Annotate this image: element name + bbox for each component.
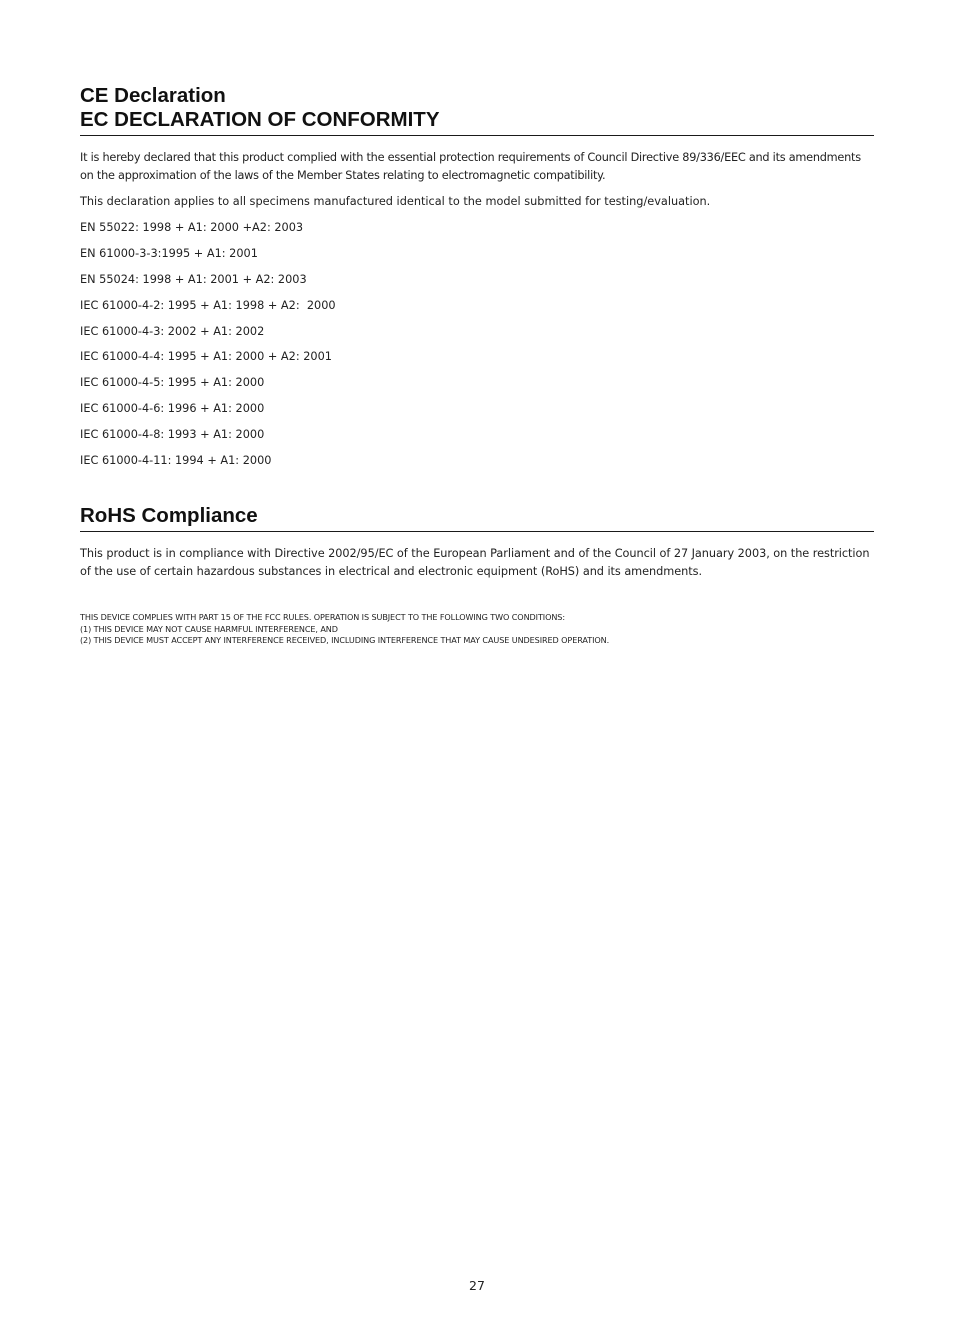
ec-declaration-title: EC DECLARATION OF CONFORMITY — [80, 108, 440, 131]
fcc-line: (1) THIS DEVICE MAY NOT CAUSE HARMFUL INTERFERENCE, AND — [80, 623, 338, 634]
fcc-notice — [80, 612, 874, 647]
standard-item: IEC 61000-4-6: 1996 + A1: 2000 — [80, 402, 265, 416]
standard-item: IEC 61000-4-8: 1993 + A1: 2000 — [80, 428, 265, 442]
rohs-paragraph: This product is in compliance with Directive 2002/95/EC of the European Parliament and of the Council of 27 January 2003, on the restriction of the use of certain hazardous substances in electrical and electronic equipment (RoHS) and its amendments. — [80, 547, 870, 578]
rohs-title: RoHS Compliance — [80, 504, 258, 527]
fcc-line: THIS DEVICE COMPLIES WITH PART 15 OF THE FCC RULES. OPERATION IS SUBJECT TO THE FOLLOWING TWO CONDITIONS: — [80, 612, 565, 622]
standard-item: IEC 61000-4-11: 1994 + A1: 2000 — [80, 454, 272, 468]
page-number: 27 — [469, 1278, 485, 1293]
ce-paragraph-applies: This declaration applies to all specimens manufactured identical to the model submitted for testing/evaluation. — [80, 195, 711, 208]
standard-item: EN 55024: 1998 + A1: 2001 + A2: 2003 — [80, 272, 307, 286]
standards-list — [80, 219, 336, 478]
standard-item: IEC 61000-4-4: 1995 + A1: 2000 + A2: 2001 — [80, 350, 332, 364]
ce-declaration-title: CE Declaration — [80, 84, 226, 107]
standard-item: IEC 61000-4-5: 1995 + A1: 2000 — [80, 376, 265, 390]
standard-item: IEC 61000-4-2: 1995 + A1: 1998 + A2: 2000 — [80, 298, 336, 312]
standard-item: EN 61000-3-3:1995 + A1: 2001 — [80, 246, 258, 260]
rohs-heading-block — [80, 504, 874, 532]
fcc-line: (2) THIS DEVICE MUST ACCEPT ANY INTERFERENCE RECEIVED, INCLUDING INTERFERENCE THAT MAY CAUSE UNDESIRED OPERATION. — [80, 635, 610, 645]
ce-paragraph-directive: It is hereby declared that this product complied with the essential protection requirements of Council Directive 89/336/EEC and its amendments on the approximation of the laws of the Member States relating to electromagnetic compatibility. — [80, 151, 861, 182]
standard-item: EN 55022: 1998 + A1: 2000 +A2: 2003 — [80, 221, 304, 234]
ce-heading-block — [80, 84, 874, 136]
standard-item: IEC 61000-4-3: 2002 + A1: 2002 — [80, 324, 265, 338]
